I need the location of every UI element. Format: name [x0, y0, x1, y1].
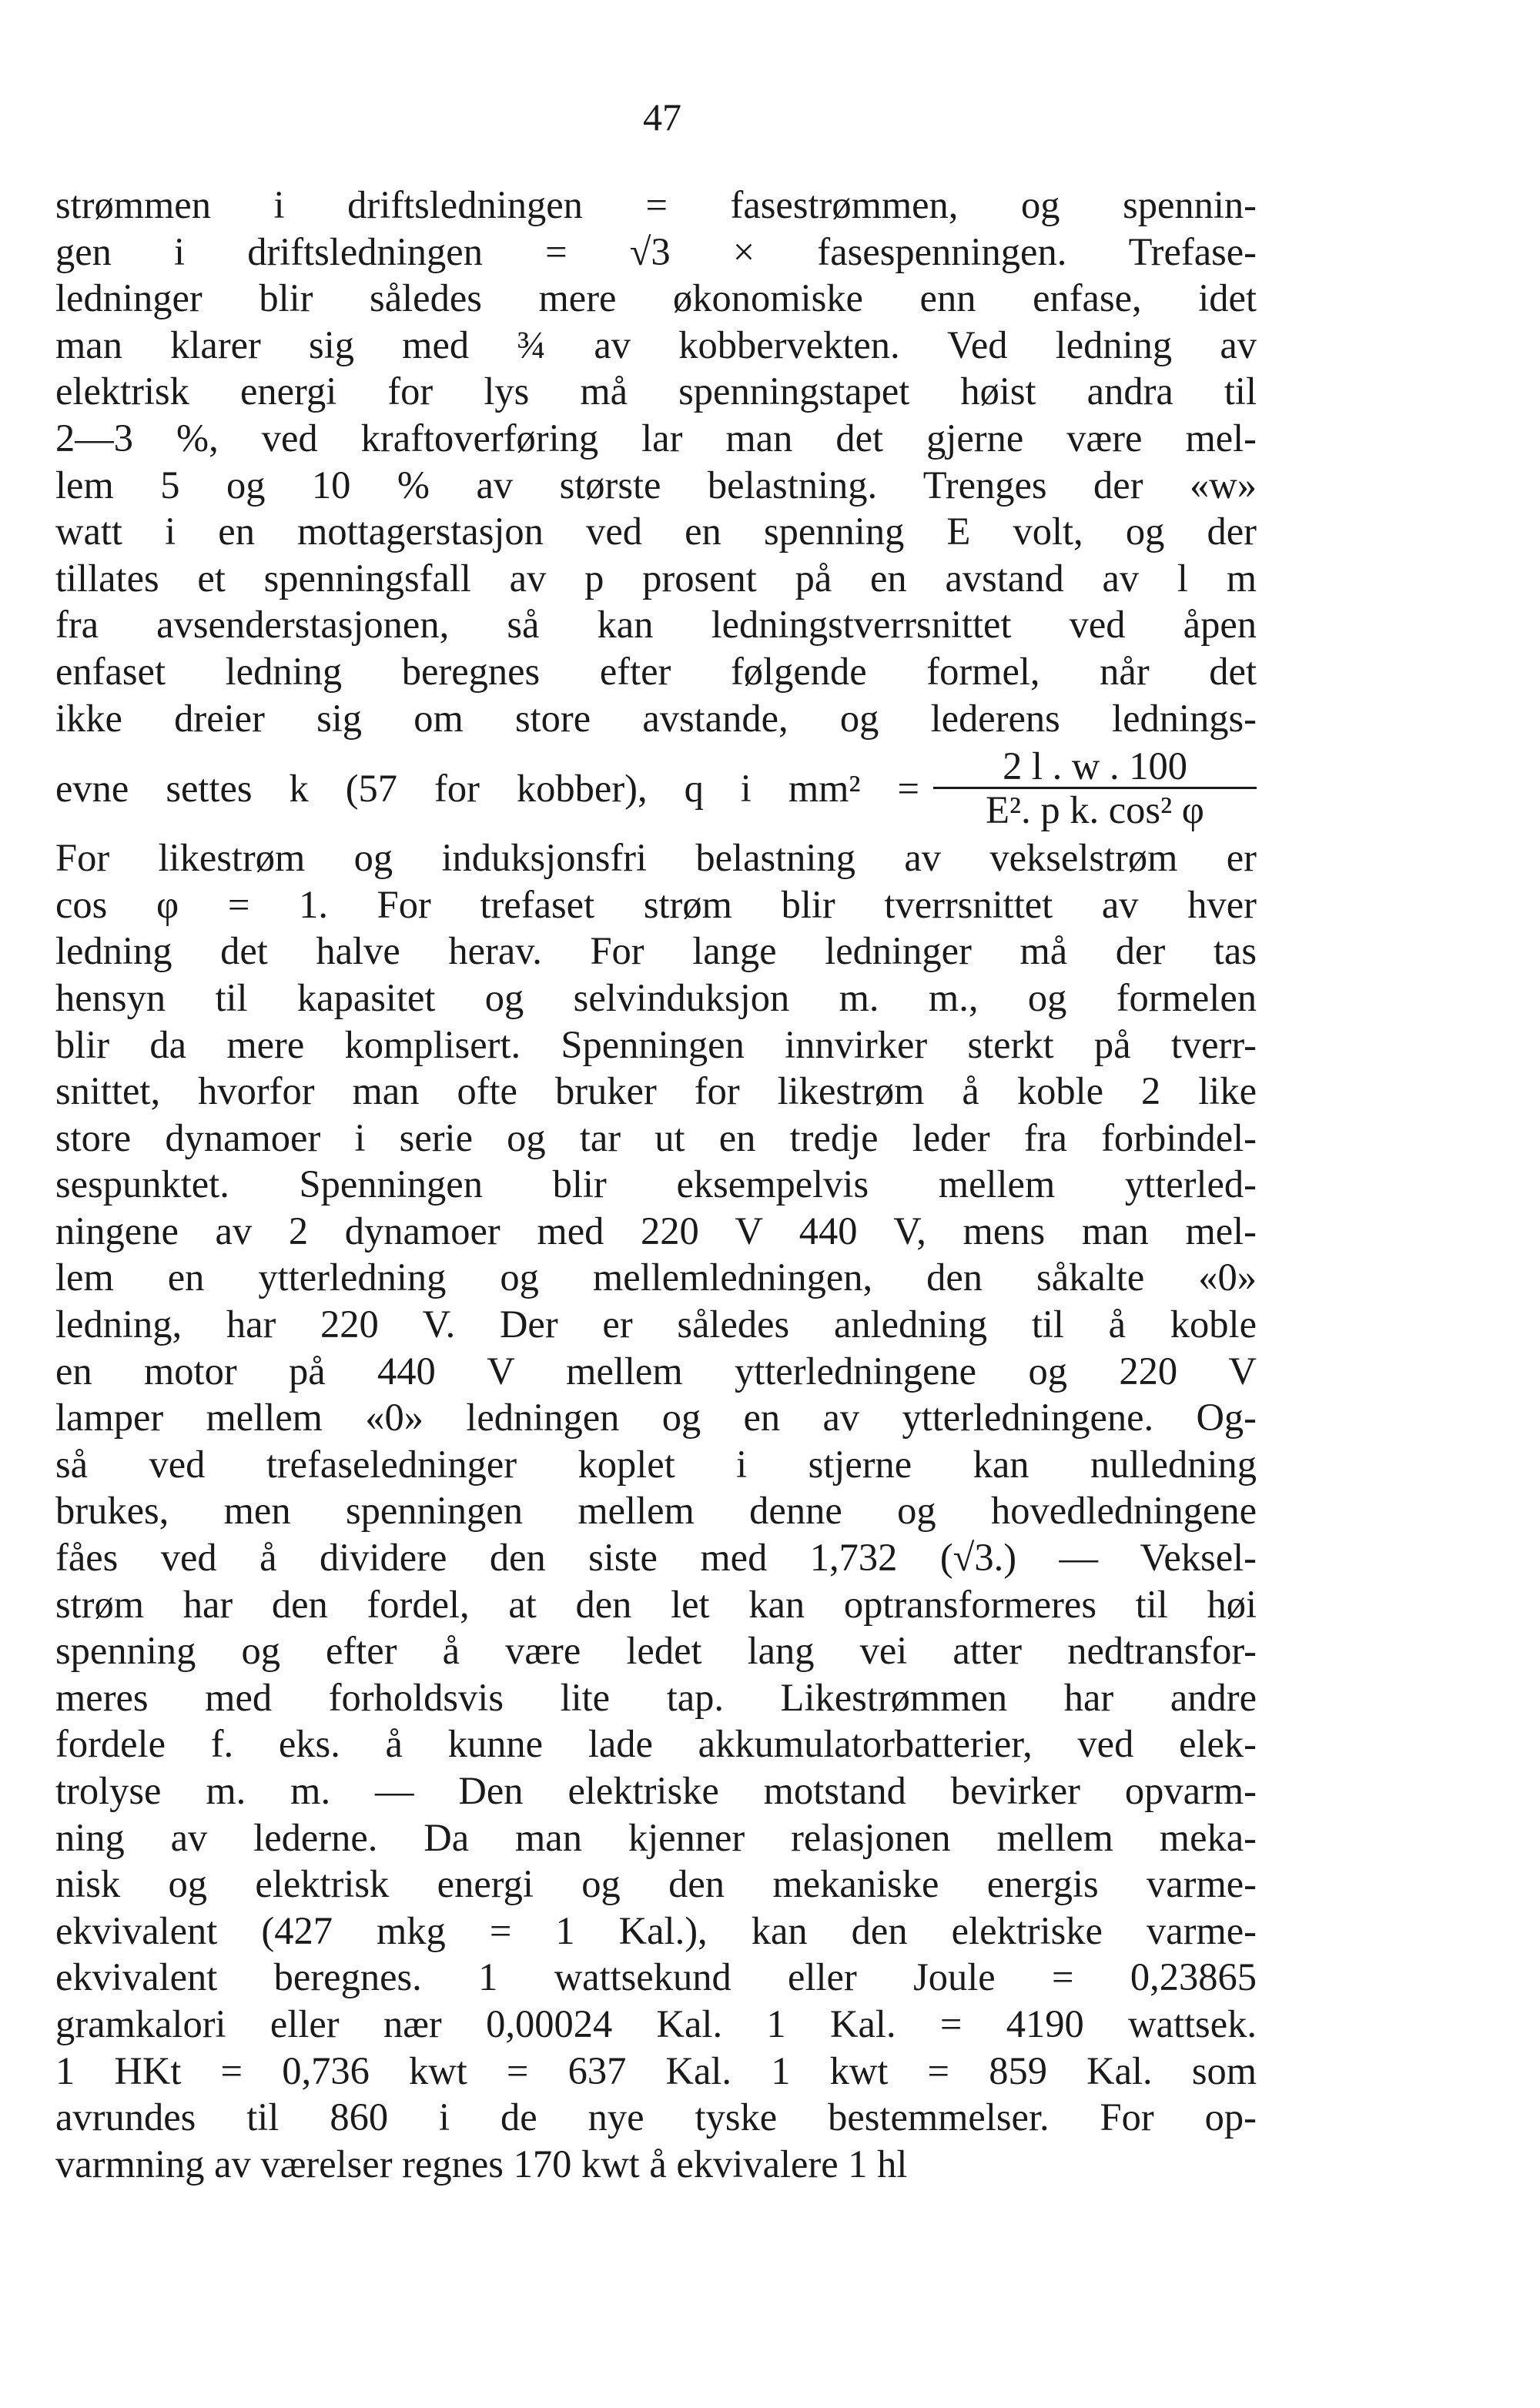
text-line: ekvivalent (427 mkg = 1 Kal.), kan den elektriske varme- — [55, 1908, 1257, 1952]
body-text — [55, 182, 1257, 2187]
text-line: 1 HKt = 0,736 kwt = 637 Kal. 1 kwt = 859 Kal. som — [55, 2048, 1257, 2092]
text-line: lem en ytterledning og mellemledningen, den såkalte «0» — [55, 1256, 1257, 1299]
text-line: gen i driftsledningen = √3 × fasespenningen. Trefase- — [55, 229, 1257, 273]
text-line: lamper mellem «0» ledningen og en av ytterledningene. Og- — [55, 1396, 1257, 1440]
formula-numerator: 2 l . w . 100 — [933, 745, 1257, 789]
text-line: blir da mere komplisert. Spenningen innvirker sterkt på tverr- — [55, 1022, 1257, 1066]
text-line: varmning av værelser regnes 170 kwt å ekvivalere 1 hl — [55, 2142, 908, 2186]
text-line: ledninger blir således mere økonomiske enn enfase, idet — [55, 276, 1257, 320]
paragraph-after-formula — [55, 834, 1257, 2187]
text-line: spenning og efter å være ledet lang vei atter nedtransfor- — [55, 1629, 1257, 1673]
formula-denominator: E². p k. cos² φ — [986, 788, 1204, 832]
text-line: enfaset ledning beregnes efter følgende formel, når det — [55, 649, 1257, 693]
cross-section-formula — [933, 745, 1257, 831]
text-line: man klarer sig med ¾ av kobbervekten. Ved ledning av — [55, 323, 1257, 366]
text-line: elektrisk energi for lys må spenningstapet høist andra til — [55, 370, 1257, 413]
text-line: lem 5 og 10 % av største belastning. Trenges der «w» — [55, 463, 1257, 507]
text-line: cos φ = 1. For trefaset strøm blir tverrsnittet av hver — [55, 882, 1257, 926]
text-line: avrundes til 860 i de nye tyske bestemmelser. For op- — [55, 2095, 1257, 2139]
text-line: 2—3 %, ved kraftoverføring lar man det gjerne være mel- — [55, 416, 1257, 460]
text-line: brukes, men spenningen mellem denne og hovedledningene — [55, 1489, 1257, 1533]
text-line: sespunktet. Spenningen blir eksempelvis mellem ytterled- — [55, 1162, 1257, 1206]
text-line: fordele f. eks. å kunne lade akkumulatorbatterier, ved elek- — [55, 1722, 1257, 1766]
formula-line — [55, 741, 1257, 834]
text-line: trolyse m. m. — Den elektriske motstand bevirker opvarm- — [55, 1769, 1257, 1812]
text-line: store dynamoer i serie og tar ut en tredje leder fra forbindel- — [55, 1115, 1257, 1159]
text-line: ledning det halve herav. For lange ledninger må der tas — [55, 929, 1257, 973]
text-line: hensyn til kapasitet og selvinduksjon m. m., og formelen — [55, 975, 1257, 1019]
text-line: ekvivalent beregnes. 1 wattsekund eller Joule = 0,23865 — [55, 1955, 1257, 1999]
text-line: en motor på 440 V mellem ytterledningene og 220 V — [55, 1349, 1257, 1393]
formula-lead-text: evne settes k (57 for kobber), q i mm² = — [55, 766, 919, 810]
text-line: strøm har den fordel, at den let kan optransformeres til høi — [55, 1582, 1257, 1626]
text-line: For likestrøm og induksjonsfri belastning av vekselstrøm er — [55, 836, 1257, 880]
text-line: gramkalori eller nær 0,00024 Kal. 1 Kal. = 4190 wattsek. — [55, 2002, 1257, 2045]
text-line: meres med forholdsvis lite tap. Likestrømmen har andre — [55, 1675, 1257, 1719]
text-line: snittet, hvorfor man ofte bruker for likestrøm å koble 2 like — [55, 1069, 1257, 1113]
paragraph-before-formula — [55, 182, 1257, 741]
text-line: nisk og elektrisk energi og den mekaniske energis varme- — [55, 1862, 1257, 1906]
text-line: fra avsenderstasjonen, så kan ledningstverrsnittet ved åpen — [55, 603, 1257, 647]
text-line: watt i en mottagerstasjon ved en spenning E volt, og der — [55, 510, 1257, 554]
text-line: fåes ved å dividere den siste med 1,732 (√3.) — Veksel- — [55, 1536, 1257, 1580]
text-line: ikke dreier sig om store avstande, og lederens lednings- — [55, 696, 1257, 740]
text-line: strømmen i driftsledningen = fasestrømmen, og spennin- — [55, 183, 1257, 226]
page-number: 47 — [643, 95, 681, 139]
text-line: ning av lederne. Da man kjenner relasjonen mellem meka- — [55, 1815, 1257, 1859]
text-line: så ved trefaseledninger koplet i stjerne kan nulledning — [55, 1442, 1257, 1486]
text-line: ledning, har 220 V. Der er således anledning til å koble — [55, 1303, 1257, 1346]
text-line: ningene av 2 dynamoer med 220 V 440 V, mens man mel- — [55, 1209, 1257, 1252]
text-line: tillates et spenningsfall av p prosent på en avstand av l m — [55, 556, 1257, 600]
